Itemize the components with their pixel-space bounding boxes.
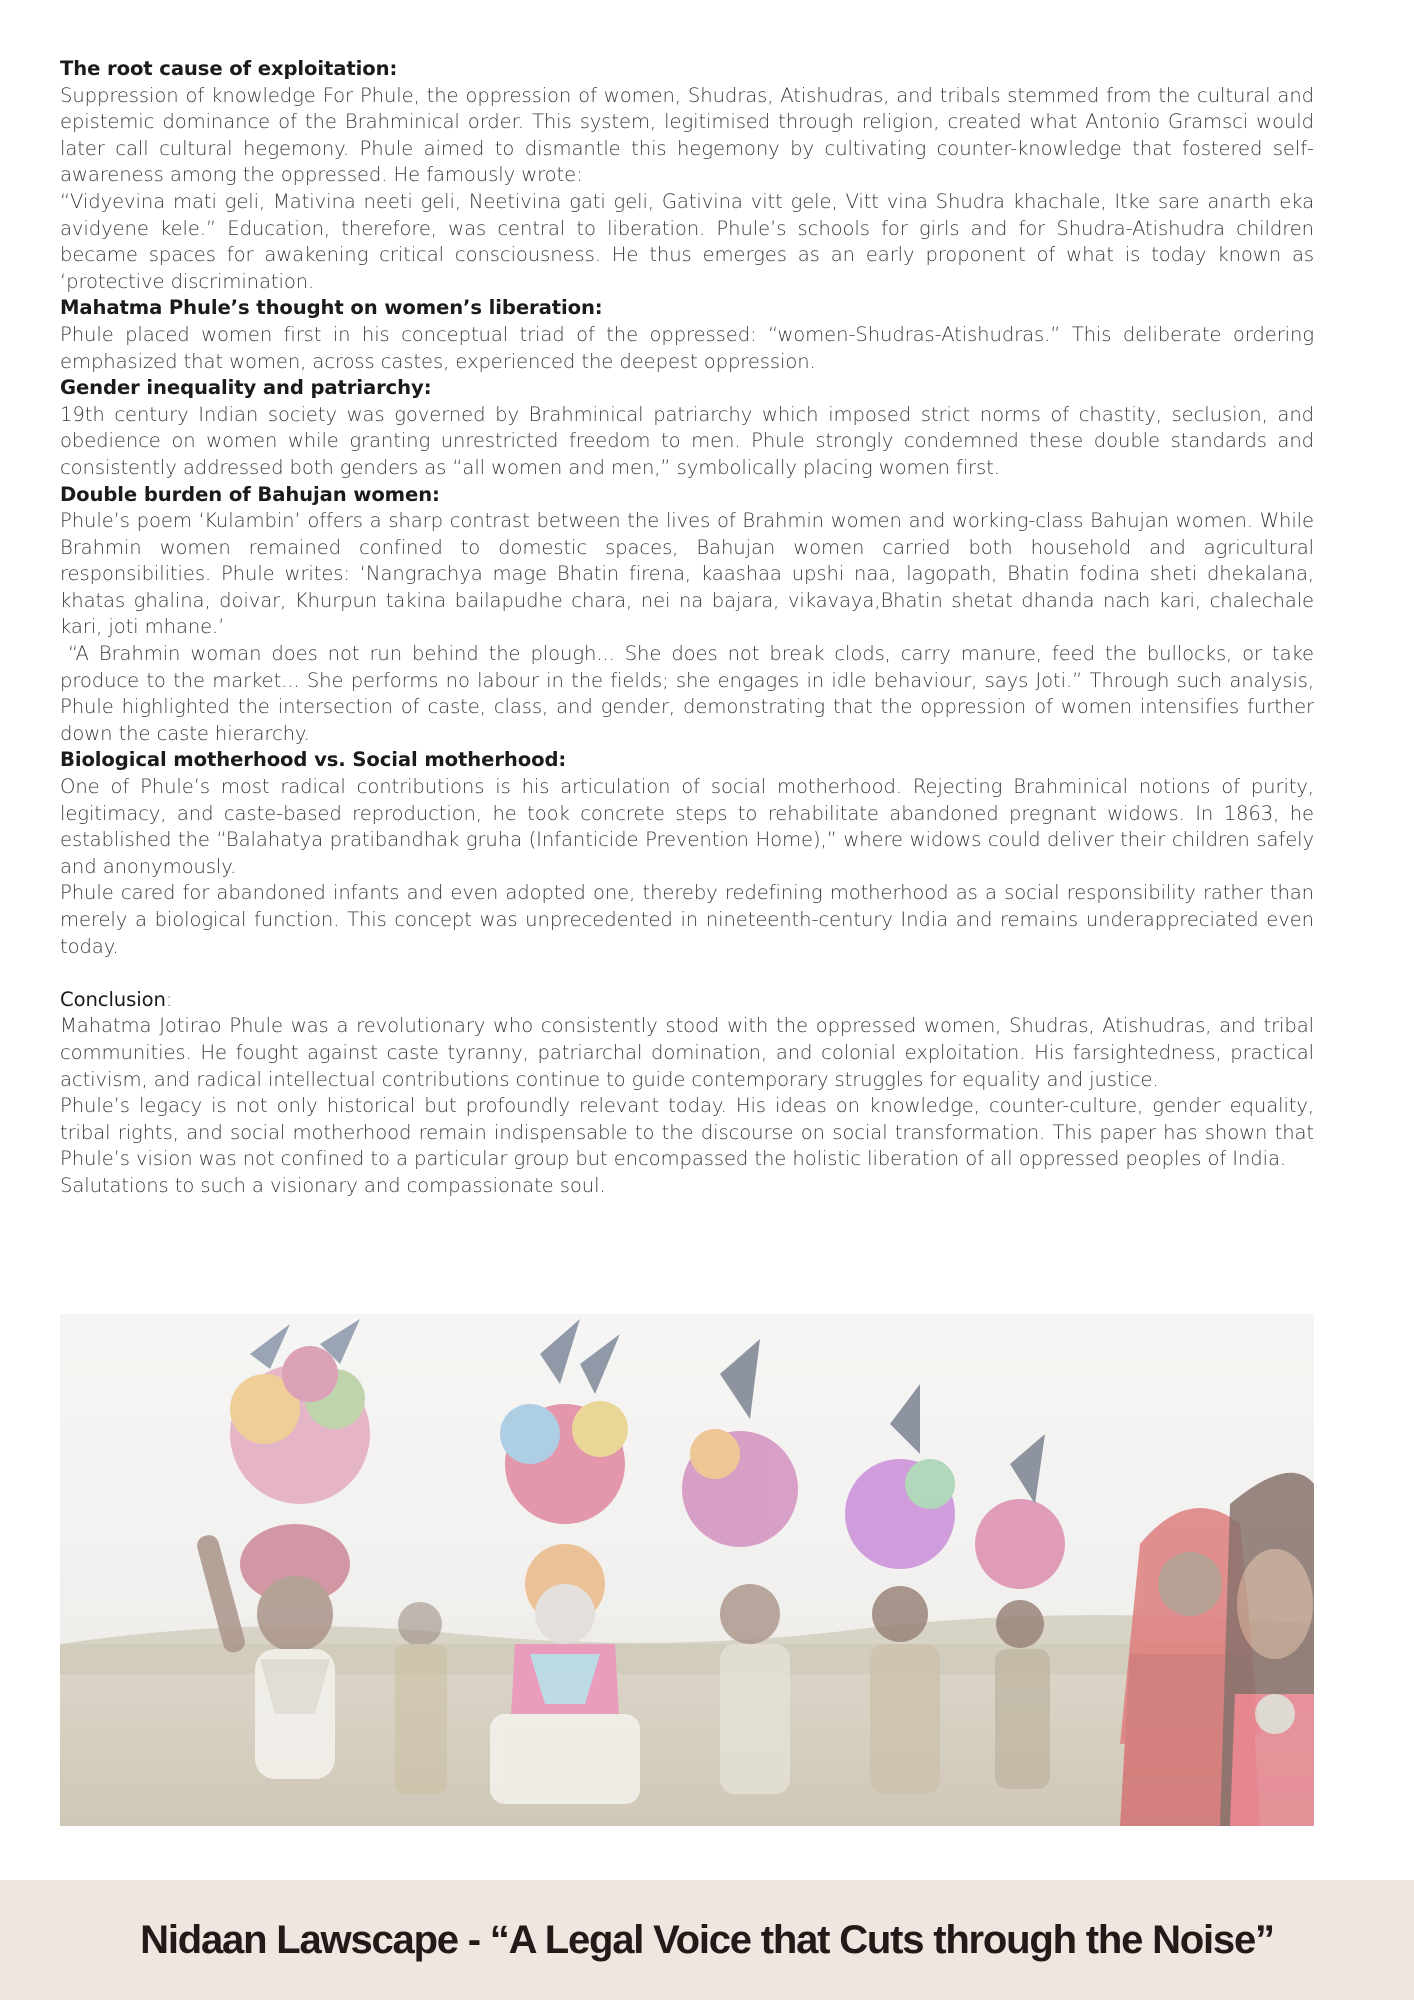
spacer <box>60 960 1314 987</box>
paragraph: Suppression of knowledge For Phule, the oppression of women, Shudras, Atishudras, and tribals stemmed from the cultural and epistemic dominance of the Brahminical order. This system, legitimised through religion, created what Antonio Gramsci would later call cultural hegemony. Phule aimed to dismantle this hegemony by cultivating counter-knowledge that fostered self-awareness among the oppressed. He famously wrote: <box>60 83 1314 187</box>
article-body <box>60 56 1314 1200</box>
paragraph: Phule’s poem ‘Kulambin’ offers a sharp contrast between the lives of Brahmin women and working-class Bahujan women. While Brahmin women remained confined to domestic spaces, Bahujan women carried both household and agricultural responsibilities. Phule writes: ‘Nangrachya mage Bhatin firena, kaashaa upshi naa, lagopath, Bhatin fodina sheti dhekalana, khatas ghalina, doivar, Khurpun takina bailapudhe chara, nei na bajara, vikavaya,Bhatin shetat dhanda nach kari, chalechale kari, joti mhane.’ <box>60 509 1314 639</box>
paragraph: Salutations to such a visionary and compassionate soul. <box>60 1173 606 1197</box>
heading-womens-liberation: Mahatma Phule’s thought on women’s liberation: <box>60 296 603 320</box>
photo-illustration <box>60 1314 1314 1826</box>
heading-colon: : <box>165 987 173 1011</box>
heading-conclusion: Conclusion <box>60 987 166 1011</box>
paragraph: “Vidyevina mati geli, Mativina neeti geli, Neetivina gati geli, Gativina vitt gele, Vitt vina Shudra khachale, Itke sare anarth eka avidyene kele.” Education, therefore, was central to liberation. Phule’s schools for girls and for Shudra-Atishudra children became spaces for awakening critical consciousness. He thus emerges as an early proponent of what is today known as ‘protective discrimination. <box>60 189 1314 293</box>
paragraph: One of Phule’s most radical contributions is his articulation of social motherhood. Rejecting Brahminical notions of purity, legitimacy, and caste-based reproduction, he took concrete steps to rehabilitate abandoned pregnant widows. In 1863, he established the “Balahatya pratibandhak gruha (Infanticide Prevention Home),” where widows could deliver their children safely and anonymously. <box>60 775 1314 878</box>
footer-banner <box>0 1880 1414 2000</box>
heading-conclusion-line <box>60 987 1314 1014</box>
heading-motherhood: Biological motherhood vs. Social motherhood: <box>60 748 567 772</box>
heading-root-cause: The root cause of exploitation: <box>60 57 398 80</box>
heading-gender-inequality: Gender inequality and patriarchy: <box>60 376 432 400</box>
paragraph: Mahatma Jotirao Phule was a revolutionary who consistently stood with the oppressed women, Shudras, Atishudras, and tribal communities. He fought against caste tyranny, patriarchal domination, and colonial exploitation. His farsightedness, practical activism, and radical intellectual contributions continue to guide contemporary struggles for equality and justice. <box>60 1014 1314 1091</box>
footer-tagline: Nidaan Lawscape - “A Legal Voice that Cuts through the Noise” <box>140 1917 1274 1962</box>
paragraph: Phule’s legacy is not only historical but profoundly relevant today. His ideas on knowledge, counter-culture, gender equality, tribal rights, and social motherhood remain indispensable to the discourse on social transformation. This paper has shown that Phule’s vision was not confined to a particular group but encompassed the holistic liberation of all oppressed peoples of India. <box>60 1094 1314 1171</box>
paragraph: “A Brahmin woman does not run behind the plough... She does not break clods, carry manure, feed the bullocks, or take produce to the market... She performs no labour in the fields; she engages in idle behaviour, says Joti.” Through such analysis, Phule highlighted the intersection of caste, class, and gender, demonstrating that the oppression of women intensifies further down the caste hierarchy. <box>60 642 1314 745</box>
paragraph: Phule placed women first in his conceptual triad of the oppressed: “women-Shudras-Atishudras.” This deliberate ordering emphasized that women, across castes, experienced the deepest oppression. <box>60 322 1314 373</box>
heading-double-burden: Double burden of Bahujan women: <box>60 482 440 506</box>
paragraph: Phule cared for abandoned infants and even adopted one, thereby redefining motherhood as a social responsibility rather than merely a biological function. This concept was unprecedented in nineteenth-century India and remains underappreciated even today. <box>60 881 1314 958</box>
paragraph: 19th century Indian society was governed by Brahminical patriarchy which imposed strict norms of chastity, seclusion, and obedience on women while granting unrestricted freedom to men. Phule strongly condemned these double standards and consistently addressed both genders as “all women and men,” symbolically placing women first. <box>60 402 1314 479</box>
tribal-dancers-photo <box>60 1314 1314 1826</box>
